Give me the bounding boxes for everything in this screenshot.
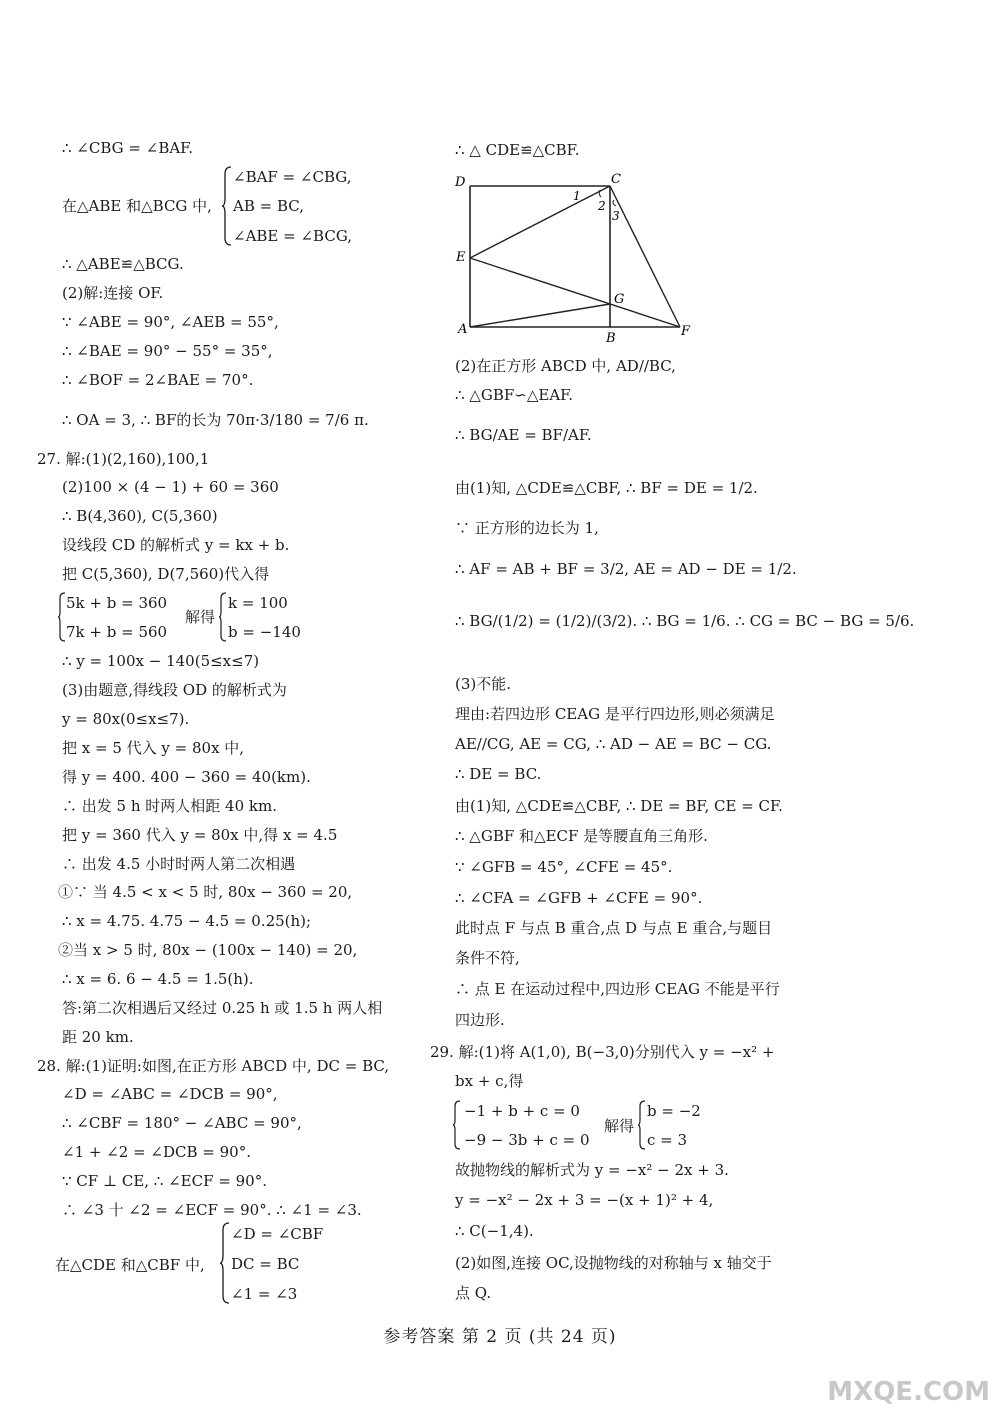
brace	[638, 1100, 646, 1150]
left-line: 27. 解:(1)(2,160),100,1	[37, 450, 210, 468]
left-line: 得 y = 400. 400 − 360 = 40(km).	[62, 768, 311, 786]
right-line: 四边形.	[455, 1011, 505, 1029]
right-line: ∴ BG/AE = BF/AF.	[455, 426, 592, 444]
left-line: 把 C(5,360), D(7,560)代入得	[62, 565, 270, 583]
right-line: ∴ △GBF∽△EAF.	[455, 386, 573, 404]
right-line: b = −2	[647, 1102, 701, 1120]
right-line: ∴ C(−1,4).	[455, 1222, 534, 1240]
label-C: C	[611, 172, 621, 187]
left-line: 在△CDE 和△CBF 中,	[55, 1256, 205, 1274]
left-line: ∴ ∠BAE = 90° − 55° = 35°,	[62, 342, 273, 360]
left-line: 解得	[185, 608, 216, 626]
geometry-figure	[452, 170, 702, 345]
segment-EF	[470, 258, 680, 327]
left-line: (3)由题意,得线段 OD 的解析式为	[62, 681, 287, 699]
left-line: 答:第二次相遇后又经过 0.25 h 或 1.5 h 两人相	[62, 999, 383, 1017]
left-line: ∠ABE = ∠BCG,	[233, 227, 353, 245]
right-line: −9 − 3b + c = 0	[464, 1131, 590, 1149]
right-line: 解得	[604, 1117, 635, 1135]
brace	[220, 1222, 230, 1304]
left-line: ∠1 = ∠3	[231, 1285, 298, 1303]
left-line: (2)解:连接 OF.	[62, 284, 164, 302]
right-line: bx + c,得	[455, 1072, 524, 1090]
left-line: ∴ x = 6. 6 − 4.5 = 1.5(h).	[62, 970, 254, 988]
left-line: ∠1 + ∠2 = ∠DCB = 90°.	[62, 1143, 251, 1161]
left-line: ∴ OA = 3, ∴ BF的长为 70π·3/180 = 7/6 π.	[62, 411, 369, 429]
right-line: (3)不能.	[455, 675, 512, 693]
left-line: k = 100	[228, 594, 288, 612]
left-line: 在△ABE 和△BCG 中,	[62, 197, 212, 215]
label-E: E	[456, 250, 466, 265]
segment-CE	[470, 186, 610, 258]
left-line: 5k + b = 360	[66, 594, 168, 612]
left-line: ∴ x = 4.75. 4.75 − 4.5 = 0.25(h);	[62, 912, 312, 930]
left-line: ∠D = ∠CBF	[231, 1225, 324, 1243]
left-line: ∠BAF = ∠CBG,	[233, 168, 352, 186]
left-line: ∴ B(4,360), C(5,360)	[62, 507, 218, 525]
right-line: 由(1)知, △CDE≌△CBF, ∴ DE = BF, CE = CF.	[455, 797, 783, 815]
label-B: B	[606, 331, 616, 345]
left-line: (2)100 × (4 − 1) + 60 = 360	[62, 478, 279, 496]
left-line: 7k + b = 560	[66, 623, 168, 641]
right-line: 条件不符,	[455, 949, 520, 967]
left-line: 28. 解:(1)证明:如图,在正方形 ABCD 中, DC = BC,	[37, 1057, 390, 1075]
label-F: F	[681, 324, 691, 339]
left-line: ∴ 出发 5 h 时两人相距 40 km.	[62, 797, 277, 815]
right-line: −1 + b + c = 0	[464, 1102, 580, 1120]
label-D: D	[455, 175, 466, 190]
right-line: (2)在正方形 ABCD 中, AD//BC,	[455, 357, 676, 375]
right-line: ∴ △ CDE≌△CBF.	[455, 141, 580, 159]
right-line: 点 Q.	[455, 1284, 492, 1302]
left-line: ∴ ∠BOF = 2∠BAE = 70°.	[62, 371, 254, 389]
left-line: ∵ CF ⊥ CE, ∴ ∠ECF = 90°.	[62, 1172, 267, 1190]
watermark: MXQE.COM	[827, 1377, 990, 1407]
label-2: 2	[598, 199, 606, 213]
left-line: 把 y = 360 代入 y = 80x 中,得 x = 4.5	[62, 826, 338, 844]
right-line: y = −x² − 2x + 3 = −(x + 1)² + 4,	[455, 1191, 714, 1209]
right-line: 故抛物线的解析式为 y = −x² − 2x + 3.	[455, 1161, 729, 1179]
right-line: ∴ 点 E 在运动过程中,四边形 CEAG 不能是平行	[455, 980, 780, 998]
brace	[58, 592, 66, 642]
right-line: ∴ BG/(1/2) = (1/2)/(3/2). ∴ BG = 1/6. ∴ CG = BC − BG = 5/6.	[455, 612, 915, 630]
right-line: ∴ DE = BC.	[455, 765, 542, 783]
label-A: A	[458, 322, 468, 337]
label-1: 1	[573, 189, 581, 203]
left-line: AB = BC,	[233, 197, 304, 215]
right-line: ∴ ∠CFA = ∠GFB + ∠CFE = 90°.	[455, 889, 703, 907]
left-line: ②当 x > 5 时, 80x − (100x − 140) = 20,	[58, 941, 358, 959]
left-line: ∴ ∠3 十 ∠2 = ∠ECF = 90°. ∴ ∠1 = ∠3.	[62, 1201, 362, 1219]
right-line: ∴ AF = AB + BF = 3/2, AE = AD − DE = 1/2.	[455, 560, 797, 578]
brace	[219, 592, 227, 642]
left-line: ∴ ∠CBG = ∠BAF.	[62, 139, 194, 157]
right-line: ∵ ∠GFB = 45°, ∠CFE = 45°.	[455, 858, 673, 876]
left-line: ∴ △ABE≌△BCG.	[62, 255, 184, 273]
right-line: c = 3	[647, 1131, 688, 1149]
column-divider	[429, 140, 430, 1300]
right-line: 理由:若四边形 CEAG 是平行四边形,则必须满足	[455, 705, 775, 723]
right-line: 29. 解:(1)将 A(1,0), B(−3,0)分别代入 y = −x² +	[430, 1043, 775, 1061]
angle-mark	[613, 200, 616, 206]
left-line: b = −140	[228, 623, 301, 641]
left-line: ∠D = ∠ABC = ∠DCB = 90°,	[62, 1085, 278, 1103]
label-3: 3	[612, 209, 620, 223]
segment-AG	[470, 304, 610, 327]
brace	[222, 166, 232, 246]
page-footer: 参考答案 第 2 页 (共 24 页)	[383, 1327, 617, 1347]
right-line: 由(1)知, △CDE≌△CBF, ∴ BF = DE = 1/2.	[455, 479, 758, 497]
left-line: DC = BC	[231, 1255, 300, 1273]
label-G: G	[614, 292, 625, 307]
right-line: 此时点 F 与点 B 重合,点 D 与点 E 重合,与题目	[455, 919, 773, 937]
left-line: ①∵ 当 4.5 < x < 5 时, 80x − 360 = 20,	[58, 883, 353, 901]
right-line: (2)如图,连接 OC,设抛物线的对称轴与 x 轴交于	[455, 1254, 772, 1272]
left-line: 设线段 CD 的解析式 y = kx + b.	[62, 536, 290, 554]
right-line: ∵ 正方形的边长为 1,	[455, 519, 599, 537]
left-line: 把 x = 5 代入 y = 80x 中,	[62, 739, 245, 757]
brace	[453, 1100, 461, 1150]
right-line: ∴ △GBF 和△ECF 是等腰直角三角形.	[455, 827, 708, 845]
left-line: ∵ ∠ABE = 90°, ∠AEB = 55°,	[62, 313, 279, 331]
left-line: ∴ ∠CBF = 180° − ∠ABC = 90°,	[62, 1114, 302, 1132]
left-line: 距 20 km.	[62, 1028, 134, 1046]
left-line: ∴ 出发 4.5 小时时两人第二次相遇	[62, 855, 296, 873]
left-line: ∴ y = 100x − 140(5≤x≤7)	[62, 652, 260, 670]
right-line: AE//CG, AE = CG, ∴ AD − AE = BC − CG.	[455, 735, 772, 753]
left-line: y = 80x(0≤x≤7).	[62, 710, 190, 728]
